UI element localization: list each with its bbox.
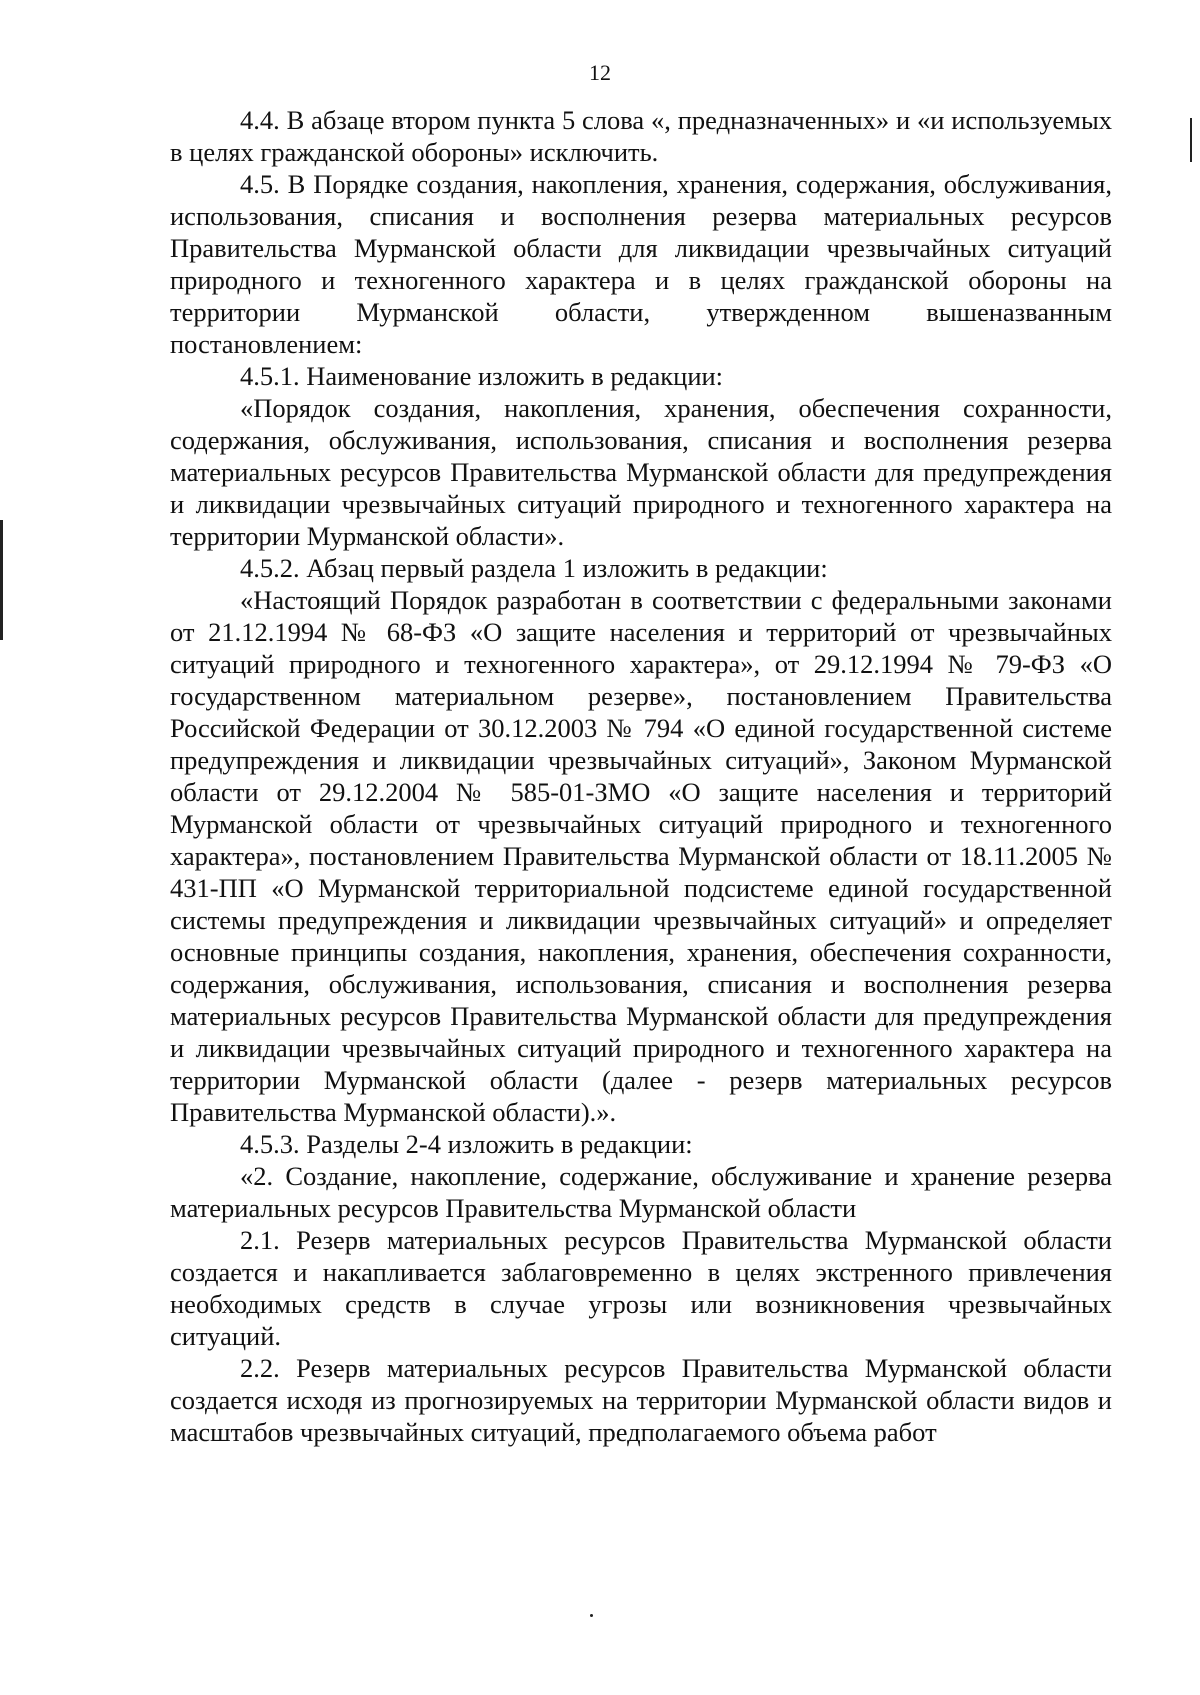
paragraph-4-5-1: 4.5.1. Наименование изложить в редакции: bbox=[240, 361, 724, 391]
paragraph-2-2: 2.2. Резерв материальных ресурсов Правительства Мурманской области создается исходя из прогнозируемых на территории Мурманской области видов и масштабов чрезвычайных ситуаций, предполагаемого объема работ bbox=[170, 1353, 1112, 1447]
paragraph-4-5-3: 4.5.3. Разделы 2-4 изложить в редакции: bbox=[240, 1129, 693, 1159]
paragraph-4-5: 4.5. В Порядке создания, накопления, хранения, содержания, обслуживания, использования, списания и восполнения резерва материальных ресурсов Правительства Мурманской области для ликвидации чрезвычайных ситуаций природного и техногенного характера и в целях гражданской обороны на территории Мурманской области, утвержденном вышеназванным постановлением: bbox=[170, 169, 1112, 359]
paragraph-2-1: 2.1. Резерв материальных ресурсов Правительства Мурманской области создается и накапливается заблаговременно в целях экстренного привлечения необходимых средств в случае угрозы или возникновения чрезвычайных ситуаций. bbox=[170, 1225, 1112, 1351]
scan-edge-mark-left bbox=[0, 520, 3, 640]
scan-edge-mark-right bbox=[1190, 118, 1192, 162]
paragraph-section-1-text: «Настоящий Порядок разработан в соответствии с федеральными законами от 21.12.1994 № 68-ФЗ «О защите населения и территорий от чрезвычайных ситуаций природного и техногенного характера», от 29.12.1994 № 79-ФЗ «О государственном материальном резерве», постановлением Правительства Российской Федерации от 30.12.2003 № 794 «О единой государственной системе предупреждения и ликвидации чрезвычайных ситуаций», Законом Мурманской области от 29.12.2004 № 585-01-ЗМО «О защите населения и территорий Мурманской области от чрезвычайных ситуаций природного и техногенного характера», постановлением Правительства Мурманской области от 18.11.2005 № 431-ПП «О Мурманской территориальной подсистеме единой государственной системы предупреждения и ликвидации чрезвычайных ситуаций» и определяет основные принципы создания, накопления, хранения, обеспечения сохранности, содержания, обслуживания, использования, списания и восполнения резерва материальных ресурсов Правительства Мурманской области для предупреждения и ликвидации чрезвычайных ситуаций природного и техногенного характера на территории Мурманской области (далее - резерв материальных ресурсов Правительства Мурманской области).». bbox=[170, 585, 1112, 1127]
paragraph-4-4: 4.4. В абзаце втором пункта 5 слова «, предназначенных» и «и используемых в целях гражданской обороны» исключить. bbox=[170, 105, 1112, 167]
scan-dot bbox=[590, 1614, 593, 1617]
paragraph-new-title: «Порядок создания, накопления, хранения, обеспечения сохранности, содержания, обслуживания, использования, списания и восполнения резерва материальных ресурсов Правительства Мурманской области для предупреждения и ликвидации чрезвычайных ситуаций природного и техногенного характера на территории Мурманской области». bbox=[170, 393, 1112, 551]
paragraph-section-2-heading: «2. Создание, накопление, содержание, обслуживание и хранение резерва материальных ресурсов Правительства Мурманской области bbox=[170, 1161, 1112, 1223]
document-body bbox=[170, 104, 1112, 1448]
paragraph-4-5-2: 4.5.2. Абзац первый раздела 1 изложить в редакции: bbox=[240, 553, 828, 583]
page-number: 12 bbox=[589, 60, 611, 85]
